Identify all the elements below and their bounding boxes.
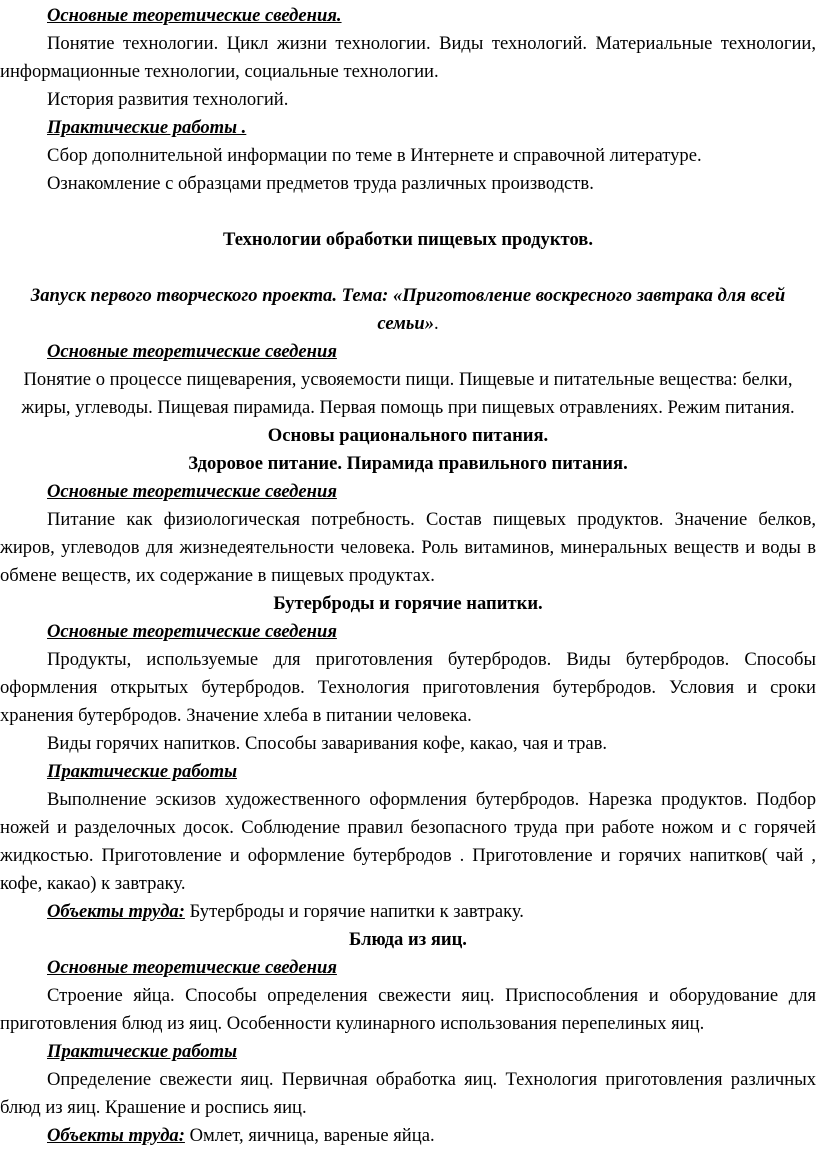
- topic-title: Бутерброды и горячие напитки.: [273, 593, 543, 614]
- theory-heading: [0, 2, 816, 30]
- paragraph: Ознакомление с образцами предметов труда различных производств.: [47, 173, 594, 194]
- theory-heading: [0, 478, 816, 506]
- topic-subtitle: Здоровое питание. Пирамида правильного питания.: [188, 453, 628, 474]
- theory-heading: [0, 618, 816, 646]
- project-text: Запуск первого творческого проекта. Тема: «Приготовление воскресного завтрака для всей семьи»: [30, 285, 786, 334]
- practice-heading: [0, 758, 816, 786]
- objects-label: Объекты труда:: [47, 1125, 185, 1146]
- practice-heading: [0, 1038, 816, 1066]
- theory-label: Основные теоретические сведения: [47, 957, 337, 978]
- paragraph: Понятие о процессе пищеварения, усвояемости пищи. Пищевые и питательные вещества: белки, жиры, углеводы. Пищевая пирамида. Первая помощь при пищевых отравлениях. Режим питания.: [21, 369, 795, 418]
- theory-label: Основные теоретические сведения.: [47, 5, 342, 26]
- paragraph: Виды горячих напитков. Способы заваривания кофе, какао, чая и трав.: [47, 733, 608, 754]
- spacer: [0, 254, 816, 282]
- project-title: [0, 282, 816, 338]
- objects-text: Бутерброды и горячие напитки к завтраку.: [184, 901, 524, 922]
- paragraph: Питание как физиологическая потребность. Состав пищевых продуктов. Значение белков, жиров, углеводов для жизнедеятельности человека. Роль витаминов, минеральных веществ и воды в обмене веществ, их содержание в пищевых продуктах.: [0, 509, 816, 586]
- theory-label: Основные теоретические сведения: [47, 481, 337, 502]
- paragraph: Продукты, используемые для приготовления бутербродов. Виды бутербродов. Способы оформления открытых бутербродов. Технология приготовления бутербродов. Условия и сроки хранения бутербродов. Значение хлеба в питании человека.: [0, 649, 816, 726]
- practice-label: Практические работы: [47, 761, 238, 782]
- theory-heading: [0, 954, 816, 982]
- objects-line: [0, 898, 816, 926]
- objects-text: Омлет, яичница, вареные яйца.: [184, 1125, 435, 1146]
- topic-title: Основы рационального питания.: [267, 425, 549, 446]
- section-title: Технологии обработки пищевых продуктов.: [223, 229, 593, 250]
- paragraph: Строение яйца. Способы определения свежести яиц. Приспособления и оборудование для приготовления блюд из яиц. Особенности кулинарного использования перепелиных яиц.: [0, 985, 816, 1034]
- theory-label: Основные теоретические сведения: [47, 341, 337, 362]
- objects-line: [0, 1122, 816, 1150]
- paragraph: Выполнение эскизов художественного оформления бутербродов. Нарезка продуктов. Подбор ножей и разделочных досок. Соблюдение правил безопасного труда при работе ножом и с горячей жидкостью. Приготовление и оформление бутербродов . Приготовление и горячих напитков( чай , кофе, какао) к завтраку.: [0, 789, 816, 894]
- objects-label: Объекты труда:: [47, 901, 185, 922]
- paragraph: Сбор дополнительной информации по теме в Интернете и справочной литературе.: [47, 145, 702, 166]
- practice-label: Практические работы: [47, 1041, 238, 1062]
- theory-label: Основные теоретические сведения: [47, 621, 337, 642]
- practice-heading: [0, 114, 816, 142]
- topic-title: Блюда из яиц.: [349, 929, 467, 950]
- practice-label: Практические работы .: [47, 117, 247, 138]
- paragraph: Определение свежести яиц. Первичная обработка яиц. Технология приготовления различных блюд из яиц. Крашение и роспись яиц.: [0, 1069, 816, 1118]
- spacer: [0, 198, 816, 226]
- paragraph: История развития технологий.: [47, 89, 289, 110]
- theory-heading: [0, 338, 816, 366]
- project-tail: .: [434, 313, 439, 334]
- paragraph: Понятие технологии. Цикл жизни технологии. Виды технологий. Материальные технологии, информационные технологии, социальные технологии.: [0, 33, 816, 82]
